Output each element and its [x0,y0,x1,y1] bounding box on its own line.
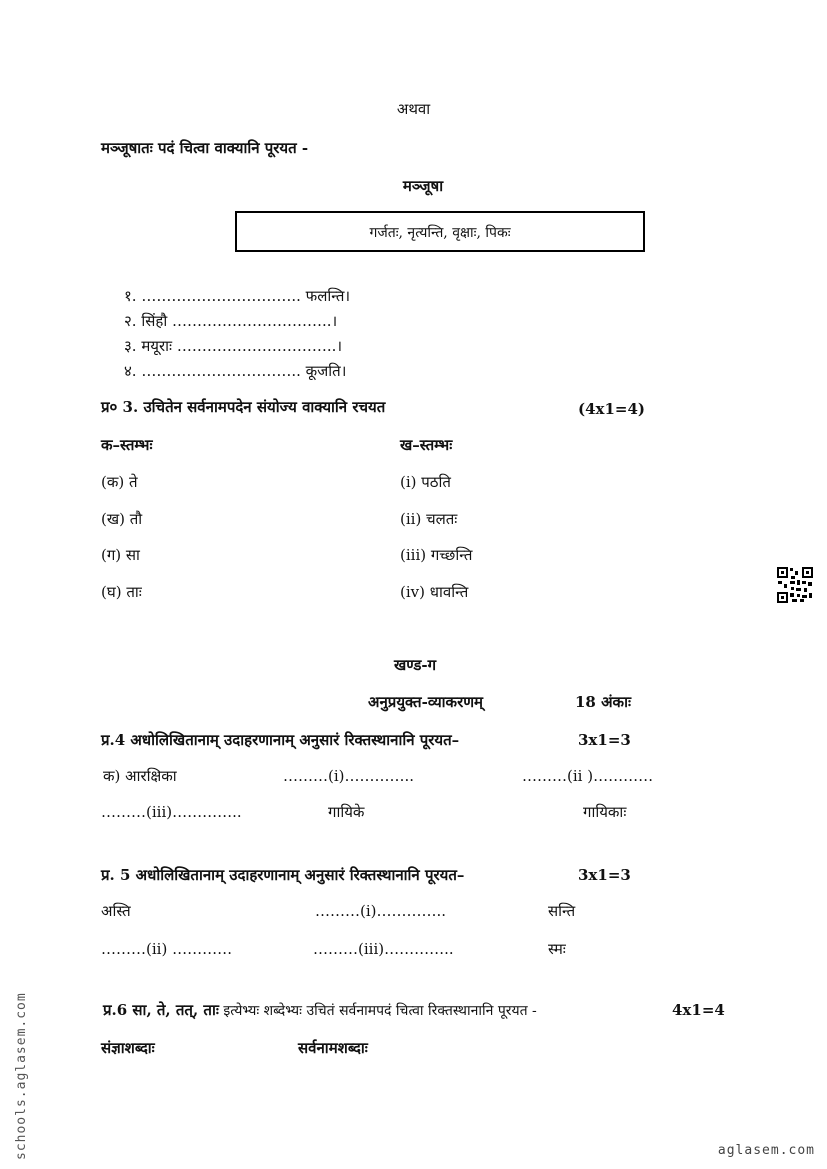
q3-col-a-item: (ख) तौ [101,510,143,528]
manjusha-instruction: मञ्जूषातः पदं चित्वा वाक्यानि पूरयत - [101,139,309,157]
fill-item-3: ३. मयूराः …………………………..। [124,337,343,355]
q6-col-a-header: संज्ञाशब्दाः [101,1039,155,1057]
fill-item-1: १. ………………………….. फलन्ति। [124,287,351,305]
fill-item-4: ४. ………………………….. कूजति। [124,362,347,380]
side-watermark: schools.aglasem.com [14,992,29,1160]
q4-row1-cell: ………(i)………….. [283,767,415,785]
q5-row2-cell: ………(ii) ………… [101,940,233,958]
q4-title: प्र.4 अधोलिखितानाम् उदाहरणानाम् अनुसारं रिक्तस्थानानि पूरयत– [101,731,460,749]
q5-row1-cell: सन्ति [548,902,576,920]
manjusha-box [235,211,645,252]
q5-row2-cell: स्मः [548,940,566,958]
q6-col-b-header: सर्वनामशब्दाः [298,1039,368,1057]
q5-row1-cell: ………(i)………….. [315,902,447,920]
qr-code-icon [776,566,814,604]
q3-marks: (4x1=4) [578,400,646,418]
q6-title [103,1001,537,1020]
q4-row2-cell: गायिकाः [583,803,627,821]
manjusha-words: गर्जतः, नृत्यन्ति, वृक्षाः, पिकः [369,225,511,241]
section-c-subtitle: अनुप्रयुक्त-व्याकरणम् [368,693,484,711]
q3-col-b-item: (i) पठति [400,473,451,491]
q3-title: प्र० 3. उचितेन सर्वनामपदेन संयोज्य वाक्यानि रचयत [101,398,386,416]
q3-col-a-item: (ग) सा [101,546,140,564]
q3-col-b-item: (ii) चलतः [400,510,458,528]
q4-row2-cell: गायिके [328,803,365,821]
q6-title-rest: इत्येभ्यः शब्देभ्यः उचितं सर्वनामपदं चित्वा रिक्तस्थानानि पूरयत - [218,1003,537,1019]
q3-col-b-item: (iii) गच्छन्ति [400,546,473,564]
q6-marks: 4x1=4 [672,1001,725,1019]
q5-row2-cell: ………(iii)………….. [313,940,454,958]
q3-col-a-header: क–स्तम्भः [101,436,153,454]
section-c-marks: 18 अंकाः [575,693,631,711]
q5-title: प्र. 5 अधोलिखितानाम् उदाहरणानाम् अनुसारं रिक्तस्थानानि पूरयत– [101,866,465,884]
q4-row2-cell: ………(iii)………….. [101,803,242,821]
section-c-title: खण्ड-ग [393,656,437,674]
manjusha-title: मञ्जूषा [402,177,444,195]
q4-row1-cell: क) आरक्षिका [103,767,177,785]
fill-item-2: २. सिंहौ …………………………..। [124,312,338,330]
q3-col-b-header: ख–स्तम्भः [400,436,453,454]
q4-marks: 3x1=3 [578,731,631,749]
q3-col-a-item: (घ) ताः [101,583,142,601]
q3-col-b-item: (iv) धावन्ति [400,583,469,601]
q6-title-bold: प्र.6 सा, ते, तत्, ताः [103,1001,219,1019]
q4-row1-cell: ………(ii )………… [522,767,654,785]
q3-col-a-item: (क) ते [101,473,138,491]
q5-marks: 3x1=3 [578,866,631,884]
footer-watermark: aglasem.com [717,1143,815,1158]
q5-row1-cell: अस्ति [101,902,131,920]
athava-heading: अथवा [396,100,431,118]
